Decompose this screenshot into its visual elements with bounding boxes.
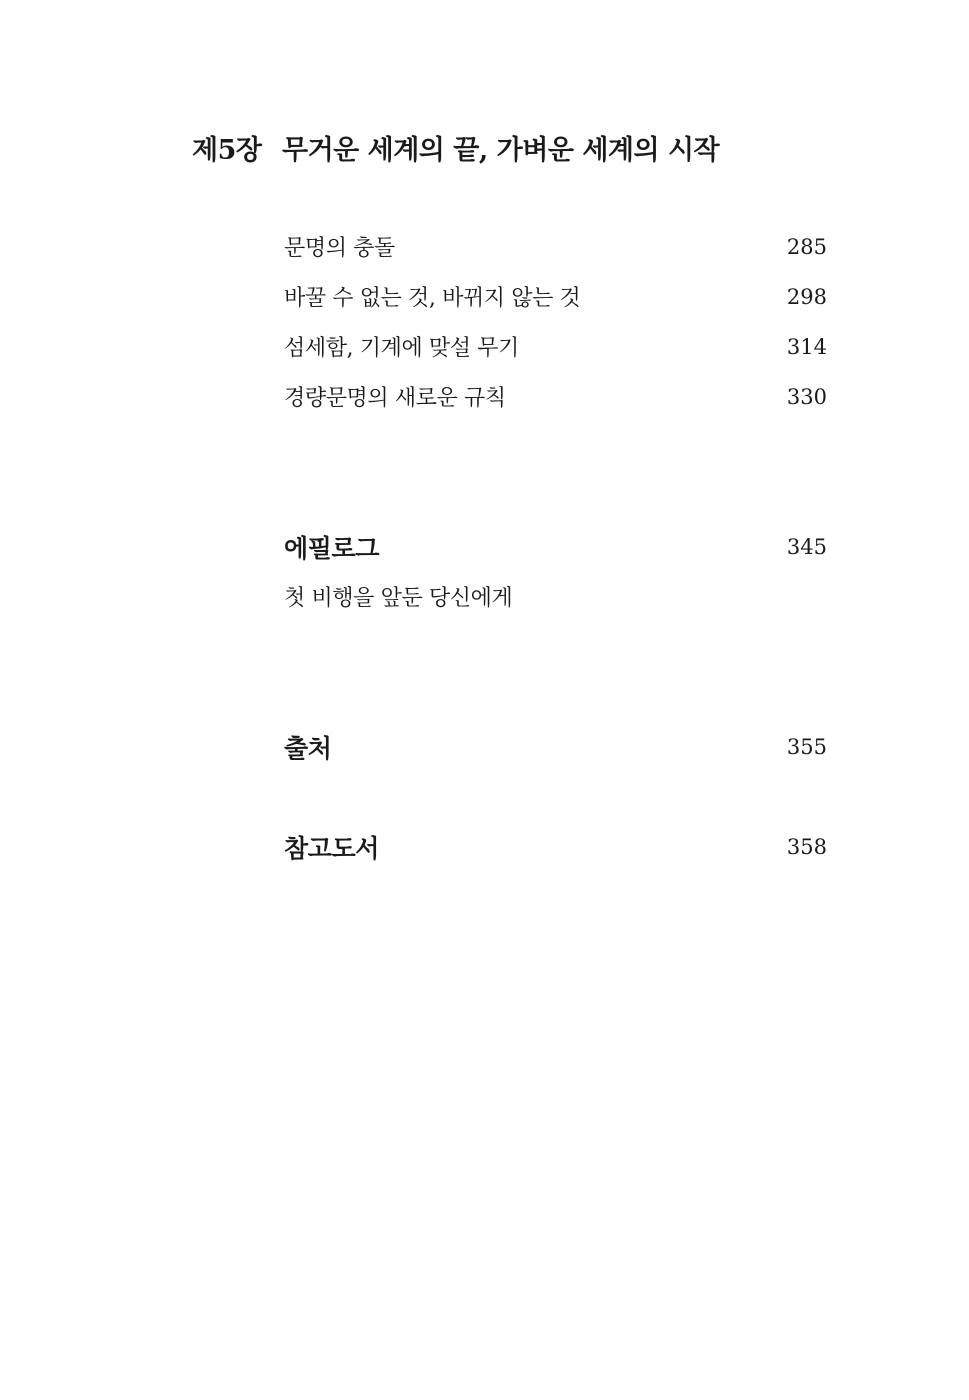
- toc-entry-title: 출처: [284, 734, 332, 763]
- toc-entry-epilogue[interactable]: [284, 531, 827, 563]
- toc-entry-page: 285: [786, 235, 827, 259]
- toc-entry-title: 참고도서: [284, 834, 380, 863]
- toc-entry-page: 345: [786, 535, 827, 559]
- toc-entry-sources[interactable]: [284, 731, 827, 763]
- toc-entry-page: 298: [786, 285, 827, 309]
- toc-entry-page: 355: [786, 735, 827, 759]
- toc-entry-title: 바꿀 수 없는 것, 바뀌지 않는 것: [284, 286, 581, 311]
- chapter-heading: [192, 128, 719, 167]
- toc-entry-page: 358: [786, 835, 827, 859]
- toc-entry-title: 경량문명의 새로운 규칙: [284, 386, 506, 411]
- chapter-title: 무거운 세계의 끝, 가벼운 세계의 시작: [282, 135, 720, 166]
- toc-entry-section-4[interactable]: [284, 381, 827, 413]
- toc-entry-references[interactable]: [284, 831, 827, 863]
- toc-entry-title: 에필로그: [284, 534, 380, 563]
- toc-entry-section-2[interactable]: [284, 281, 827, 313]
- toc-entry-page: 330: [786, 385, 827, 409]
- toc-entry-section-1[interactable]: [284, 231, 827, 263]
- toc-entry-title: 문명의 충돌: [284, 236, 395, 261]
- toc-entry-title: 섬세함, 기계에 맞설 무기: [284, 336, 519, 361]
- toc-entry-section-3[interactable]: [284, 331, 827, 363]
- epilogue-subtitle: 첫 비행을 앞둔 당신에게: [284, 586, 513, 611]
- toc-entry-page: 314: [786, 335, 827, 359]
- chapter-number: 제5장: [192, 135, 262, 166]
